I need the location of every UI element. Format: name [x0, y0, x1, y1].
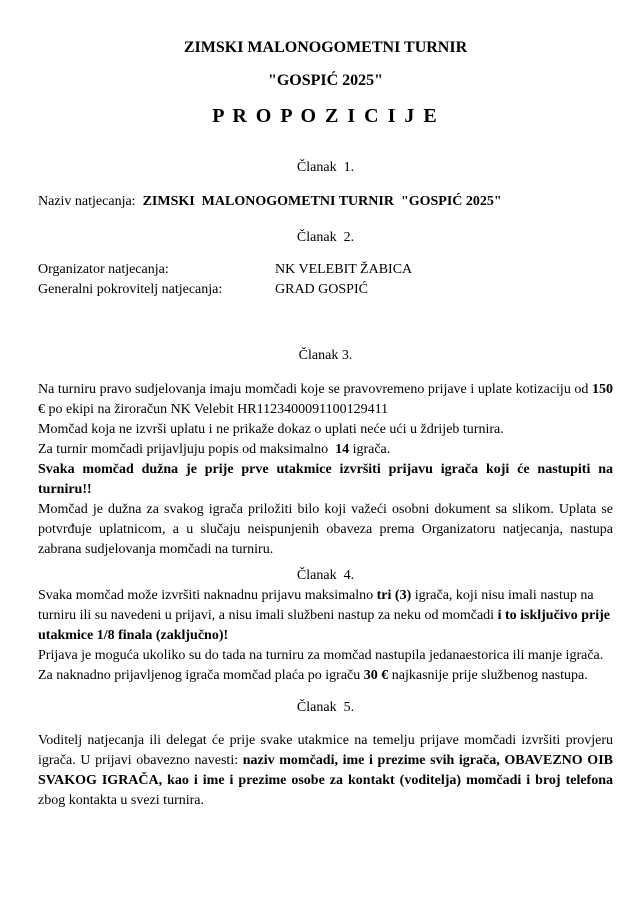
article-4 — [38, 566, 613, 686]
patron-value: GRAD GOSPIĆ — [275, 282, 368, 297]
document-header — [38, 38, 613, 128]
article-2 — [38, 228, 613, 300]
article-5-heading: Članak 5. — [296, 700, 355, 715]
patron-row — [38, 280, 613, 300]
article-1-heading: Članak 1. — [296, 160, 355, 175]
article-1-paragraph: Naziv natjecanja: ZIMSKI MALONOGOMETNI TURNIR "GOSPIĆ 2025" — [38, 194, 502, 209]
article-2-rows — [38, 260, 613, 300]
article-5-paragraph-1: Voditelj natjecanja ili delegat će prije svake utakmice na temelju prijave momčadi izvršiti provjeru igrača. U prijavi obavezno navesti: naziv momčadi, ime i prezime svih igrača, OBAVEZNO OIB SVAKOG IGRAČA, kao i ime i prezime osobe za kontakt (voditelja) momčadi i broj telefona zbog kontakta u svezi turnira. — [38, 733, 617, 808]
article-3-paragraph-4: Svaka momčad dužna je prije prve utakmice izvršiti prijavu igrača koji će nastupiti na turniru!! — [38, 462, 617, 497]
patron-label: Generalni pokrovitelj natjecanja: — [38, 282, 223, 297]
article-2-heading: Članak 2. — [296, 230, 355, 245]
article-4-paragraph-2: Prijava je moguća ukoliko su do tada na turniru za momčad nastupila jedanaestorica ili manje igrača. Za naknadno prijavljenog igrača momčad plaća po igraču 30 € najkasnije prije službenog nastupa. — [38, 648, 607, 683]
article-3-paragraph-5: Momčad je dužna za svakog igrača priložiti bilo koji važeći osobni dokument sa slikom. Uplata se potvrđuje uplatnicom, a u slučaju neispunjenih obaveza prema Organizatoru natjecanja, nastupa zabrana sudjelovanja momčadi na turniru. — [38, 502, 617, 557]
article-3-paragraph-2: Momčad koja ne izvrši uplatu i ne prikaže dokaz o uplati neće ući u ždrijeb turnira. — [38, 422, 504, 437]
article-3-heading: Članak 3. — [298, 348, 353, 363]
article-4-heading: Članak 4. — [296, 568, 355, 583]
document-title: ZIMSKI MALONOGOMETNI TURNIR — [183, 39, 468, 56]
article-3-paragraph-1: Na turniru pravo sudjelovanja imaju momčadi koje se pravovremeno prijave i uplate kotizaciju od 150 € po ekipi na žiroračun NK Velebit HR1123400091100129411 — [38, 382, 617, 417]
article-3 — [38, 346, 617, 560]
organizer-row — [38, 260, 613, 280]
document-subtitle: "GOSPIĆ 2025" — [267, 72, 384, 89]
article-1 — [38, 158, 613, 212]
organizer-label: Organizator natjecanja: — [38, 262, 169, 277]
article-4-paragraph-1: Svaka momčad može izvršiti naknadnu prijavu maksimalno tri (3) igrača, koji nisu imali nastup na turniru ili su navedeni u prijavi, a nisu imali službeni nastup za neku od momčadi i to isključivo prije utakmice 1/8 finala (zaključno)! — [38, 588, 614, 643]
article-5 — [38, 698, 617, 811]
document-type-heading: P R O P O Z I C I J E — [212, 105, 439, 127]
organizer-value: NK VELEBIT ŽABICA — [275, 262, 413, 277]
article-3-paragraph-3: Za turnir momčadi prijavljuju popis od maksimalno 14 igrača. — [38, 442, 391, 457]
